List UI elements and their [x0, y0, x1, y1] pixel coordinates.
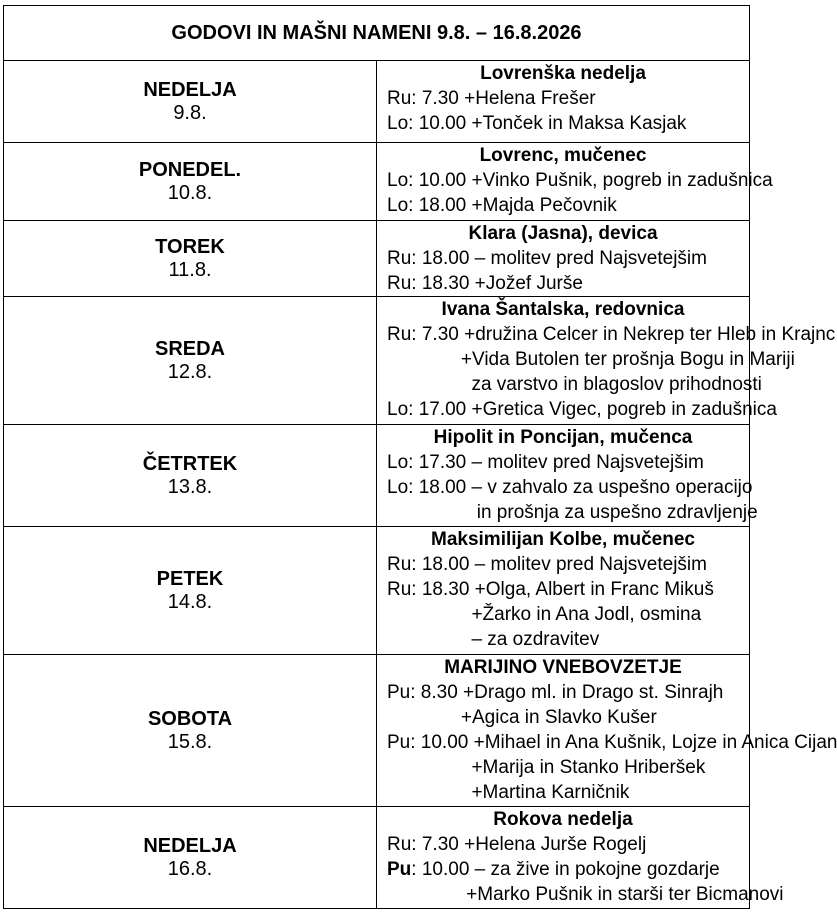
day-row: [4, 221, 750, 297]
day-date: 11.8.: [168, 258, 212, 281]
mass-intention-line: Lo: 10.00 +Tonček in Maksa Kasjak: [387, 113, 687, 134]
day-cell: [4, 655, 377, 807]
day-row: [4, 143, 750, 221]
day-row: [4, 655, 750, 807]
day-row: [4, 527, 750, 655]
mass-intention-line: Lo: 10.00 +Vinko Pušnik, pogreb in zadušnica: [387, 170, 773, 191]
feast-title: Lovrenška nedelja: [480, 63, 646, 84]
day-cell: [4, 143, 377, 221]
day-cell: [4, 425, 377, 527]
day-date: 10.8.: [167, 181, 213, 204]
day-date: 9.8.: [173, 101, 207, 124]
day-cell: [4, 297, 377, 425]
entries-cell: [377, 221, 750, 297]
entries-cell: [377, 807, 784, 909]
day-row: [4, 807, 750, 909]
day-name: TOREK: [155, 235, 225, 258]
mass-intention-line: Ru: 18.30 +Olga, Albert in Franc Mikuš: [387, 579, 714, 600]
mass-intention-line: +Marija in Stanko Hriberšek: [387, 757, 706, 778]
entries-cell: [377, 425, 758, 527]
mass-intention-line: Lo: 17.30 – molitev pred Najsvetejšim: [387, 452, 704, 473]
schedule-sheet: [3, 5, 837, 909]
mass-intention-line: +Martina Karničnik: [387, 782, 630, 803]
mass-intention-line: +Agica in Slavko Kušer: [387, 707, 657, 728]
day-name: PETEK: [156, 567, 224, 590]
mass-intention-line: Ru: 18.00 – molitev pred Najsvetejšim: [387, 554, 707, 575]
mass-intention-line: in prošnja za uspešno zdravljenje: [387, 502, 758, 523]
entries-cell: [377, 297, 836, 425]
day-name: ČETRTEK: [142, 452, 238, 475]
mass-intention-line: Ru: 7.30 +Helena Jurše Rogelj: [387, 834, 647, 855]
mass-intention-line: Lo: 18.00 +Majda Pečovnik: [387, 195, 617, 216]
mass-intention-line: Ru: 7.30 +družina Celcer in Nekrep ter Hleb in Krajnc: [387, 324, 836, 345]
feast-title: Ivana Šantalska, redovnica: [441, 299, 685, 320]
day-name: NEDELJA: [143, 78, 237, 101]
mass-intention-line: Lo: 17.00 +Gretica Vigec, pogreb in zadušnica: [387, 399, 777, 420]
day-cell: [4, 807, 377, 909]
day-row: [4, 425, 750, 527]
day-date: 14.8.: [167, 590, 213, 613]
mass-intention-line: Pu: 8.30 +Drago ml. in Drago st. Sinrajh: [387, 682, 724, 703]
mass-intention-line: Lo: 18.00 – v zahvalo za uspešno operacijo: [387, 477, 753, 498]
day-row: [4, 297, 750, 425]
mass-intention-line: Ru: 18.30 +Jožef Jurše: [387, 273, 583, 294]
day-cell: [4, 61, 377, 143]
mass-intention-line: za varstvo in blagoslov prihodnosti: [387, 374, 762, 395]
page-title: GODOVI IN MAŠNI NAMENI 9.8. – 16.8.2026: [4, 6, 750, 61]
feast-title: Rokova nedelja: [493, 809, 633, 830]
feast-title: Hipolit in Poncijan, mučenca: [433, 427, 693, 448]
church-code: Pu: [387, 859, 412, 880]
mass-intention-line: +Žarko in Ana Jodl, osmina: [387, 604, 702, 625]
feast-title: Klara (Jasna), devica: [468, 223, 658, 244]
entries-cell: [377, 61, 750, 143]
mass-intention-line: +Marko Pušnik in starši ter Bicmanovi: [387, 884, 784, 905]
mass-intention-line: – za ozdravitev: [387, 629, 600, 650]
entries-cell: [377, 655, 837, 807]
mass-intention-line: Ru: 7.30 +Helena Frešer: [387, 88, 596, 109]
day-cell: [4, 221, 377, 297]
mass-intention-line: +Vida Butolen ter prošnja Bogu in Mariji: [387, 349, 795, 370]
day-name: PONEDEL.: [138, 158, 242, 181]
feast-title: Maksimilijan Kolbe, mučenec: [431, 529, 695, 550]
day-name: SOBOTA: [147, 707, 233, 730]
title-row: [4, 6, 750, 61]
day-date: 15.8.: [167, 730, 213, 753]
day-name: SREDA: [154, 337, 225, 360]
schedule-table: [3, 5, 837, 909]
day-row: [4, 61, 750, 143]
feast-title: Lovrenc, mučenec: [479, 145, 647, 166]
mass-intention-line: Ru: 18.00 – molitev pred Najsvetejšim: [387, 248, 707, 269]
feast-title: MARIJINO VNEBOVZETJE: [444, 657, 682, 678]
day-date: 16.8.: [167, 857, 213, 880]
mass-intention-line: Pu: 10.00 – za žive in pokojne gozdarje: [387, 859, 720, 880]
day-date: 13.8.: [167, 475, 213, 498]
entries-cell: [377, 527, 750, 655]
day-date: 12.8.: [167, 360, 213, 383]
mass-intention-line: Pu: 10.00 +Mihael in Ana Kušnik, Lojze in Anica Cijan: [387, 732, 837, 753]
day-name: NEDELJA: [143, 834, 237, 857]
day-cell: [4, 527, 377, 655]
entries-cell: [377, 143, 773, 221]
